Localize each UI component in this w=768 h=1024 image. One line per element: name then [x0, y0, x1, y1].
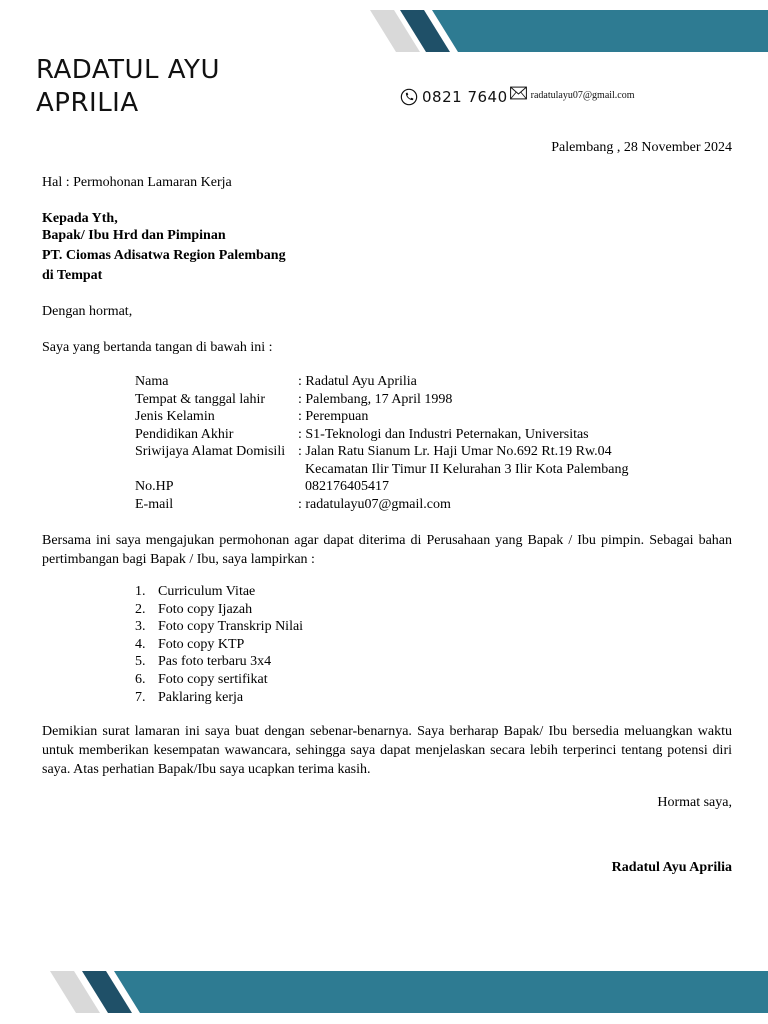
list-number: 3.	[135, 619, 146, 635]
applicant-name-line1: RADATUL AYU	[36, 55, 220, 85]
email-address: radatulayu07@gmail.com	[530, 89, 635, 101]
intro-line: Saya yang bertanda tangan di bawah ini :	[42, 340, 273, 355]
list-number: 2.	[135, 601, 146, 617]
list-number: 4.	[135, 636, 146, 652]
body-paragraph: Bersama ini saya mengajukan permohonan agar dapat diterima di Perusahaan yang Bapak / Ibu pimpin. Sebagai bahan pertimbangan bagi Bapak / Ibu, saya lampirkan :	[42, 533, 732, 567]
detail-value: : Perempuan	[298, 409, 369, 424]
recipient-line-1: Kepada Yth,	[42, 211, 118, 226]
place-date: Palembang , 28 November 2024	[551, 140, 732, 155]
applicant-name-line2: APRILIA	[36, 88, 139, 118]
detail-label: Nama	[135, 374, 169, 389]
detail-label: Tempat & tanggal lahir	[135, 391, 266, 407]
list-number: 1.	[135, 584, 146, 599]
recipient-line-3: PT. Ciomas Adisatwa Region Palembang	[42, 248, 286, 263]
letter-subject: Hal : Permohonan Lamaran Kerja	[42, 175, 232, 190]
detail-value: 082176405417	[298, 479, 389, 494]
detail-value: Kecamatan Ilir Timur II Kelurahan 3 Ilir Kota Palembang	[298, 461, 629, 477]
detail-value: : Radatul Ayu Aprilia	[298, 374, 417, 389]
phone-icon	[400, 88, 418, 106]
sign-off: Hormat saya,	[657, 795, 732, 810]
detail-label: Jenis Kelamin	[135, 409, 215, 424]
list-text: Foto copy sertifikat	[158, 671, 268, 687]
banner-teal-bar	[114, 971, 768, 1013]
top-banner-decoration	[0, 0, 768, 60]
list-text: Paklaring kerja	[158, 689, 244, 705]
list-number: 5.	[135, 654, 146, 670]
list-text: Foto copy Transkrip Nilai	[158, 619, 304, 635]
recipient-line-2: Bapak/ Ibu Hrd dan Pimpinan	[42, 228, 226, 243]
list-text: Foto copy KTP	[158, 636, 245, 652]
signature-name: Radatul Ayu Aprilia	[611, 860, 732, 875]
recipient-line-4: di Tempat	[42, 268, 103, 283]
list-text: Foto copy Ijazah	[158, 601, 253, 617]
detail-value: : Jalan Ratu Sianum Lr. Haji Umar No.692 Rt.19 Rw.04	[298, 444, 612, 459]
detail-value: : Palembang, 17 April 1998	[298, 391, 453, 407]
detail-label: Sriwijaya Alamat Domisili	[135, 444, 286, 459]
detail-value: : radatulayu07@gmail.com	[298, 496, 451, 512]
list-text: Curriculum Vitae	[158, 584, 256, 599]
greeting: Dengan hormat,	[42, 304, 133, 319]
banner-teal-bar	[432, 10, 768, 52]
list-number: 6.	[135, 671, 146, 687]
phone-number: 0821 7640	[422, 88, 508, 106]
bottom-banner-decoration	[0, 966, 768, 1016]
list-text: Pas foto terbaru 3x4	[158, 654, 272, 670]
detail-label: No.HP	[135, 479, 174, 494]
detail-label: Pendidikan Akhir	[135, 426, 234, 442]
mail-icon	[510, 86, 527, 100]
detail-label: E-mail	[135, 496, 174, 512]
applicant-name	[36, 54, 220, 120]
closing-paragraph: Demikian surat lamaran ini saya buat dengan sebenar-benarnya. Saya berharap Bapak/ Ibu bersedia meluangkan waktu untuk memberikan kesempatan wawancara, sehingga saya dapat menjelaskan secara lebih terperinci tentang potensi diri saya. Atas perhatian Bapak/Ibu saya ucapkan terima kasih.	[42, 724, 732, 777]
list-number: 7.	[135, 689, 146, 705]
contact-info	[400, 86, 635, 108]
detail-value: : S1-Teknologi dan Industri Peternakan, Universitas	[298, 426, 589, 442]
